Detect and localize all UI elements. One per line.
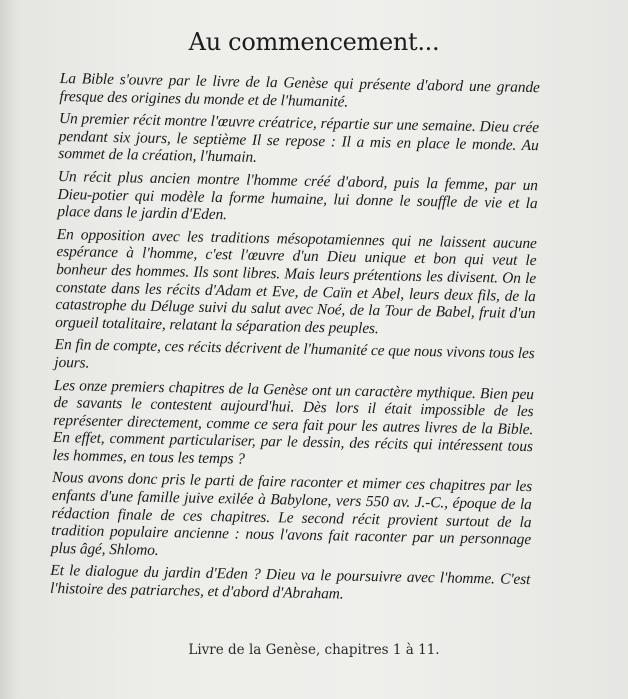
page-gutter-shadow (0, 0, 18, 699)
paragraph-conclusion: En fin de compte, ces récits décrivent de l'humanité ce que nous vivons tous les jours. (54, 336, 535, 372)
page-title: Au commencement... (188, 28, 440, 56)
paragraph-older-account: Un récit plus ancien montre l'homme créé d'abord, puis la femme, par un Dieu-potier qui modèle la forme humaine, lui donne le souffle de vie et la place dans le jardin d'Eden. (57, 167, 539, 224)
page-caption: Livre de la Genèse, chapitres 1 à 11. (188, 642, 440, 658)
paragraph-intro: La Bible s'ouvre par le livre de la Genèse qui présente d'abord une grande fresque des origines du monde et de l'humanité. (59, 70, 540, 111)
paragraph-opposition: En opposition avec les traditions mésopotamiennes qui ne laissent aucune espérance à l'homme, c'est l'œuvre d'un Dieu unique et bon qui veut le bonheur des hommes. Ils sont libres. Mais leurs prétentions les divisent. On le constate dans les récits d'Adam et Eve, de Caïn et Abel, leurs deux fils, de la catastrophe du Déluge suivi du salut avec Noé, de la Tour de Babel, fruit d'un orgueil totalitaire, relatant la séparation des peuples. (54, 225, 537, 337)
paragraph-first-account: Un premier récit montre l'œuvre créatrice, répartie sur une semaine. Dieu crée pendant six jours, le septième Il se repose : Il a mis en place le monde. Au sommet de la création, l'humain. (58, 110, 540, 167)
paragraph-mythic: Les onze premiers chapitres de la Genèse ont un caractère mythique. Bien peu de savants le contestent aujourd'hui. Dès lors il était impossible de les représenter directement, comme ce sera fait pour les autres livres de la Bible. En effet, comment particulariser, par le dessin, des récits qui intéressent tous les hommes, en tous les temps ? (52, 376, 535, 468)
paragraph-eden-dialogue: Et le dialogue du jardin d'Eden ? Dieu va le poursuivre avec l'homme. C'est l'histoire des patriarches, et d'abord d'Abraham. (49, 562, 531, 603)
body-text (50, 70, 540, 612)
paragraph-approach: Nous avons donc pris le parti de faire raconter et mimer ces chapitres par les enfants d'une famille juive exilée à Babylone, vers 550 av. J.-C., époque de la rédaction finale de ces chapitres. Le second récit provient surtout de la tradition populaire ancienne : nous l'avons fait raconter par un personnage plus âgé, Shlomo. (50, 469, 533, 559)
